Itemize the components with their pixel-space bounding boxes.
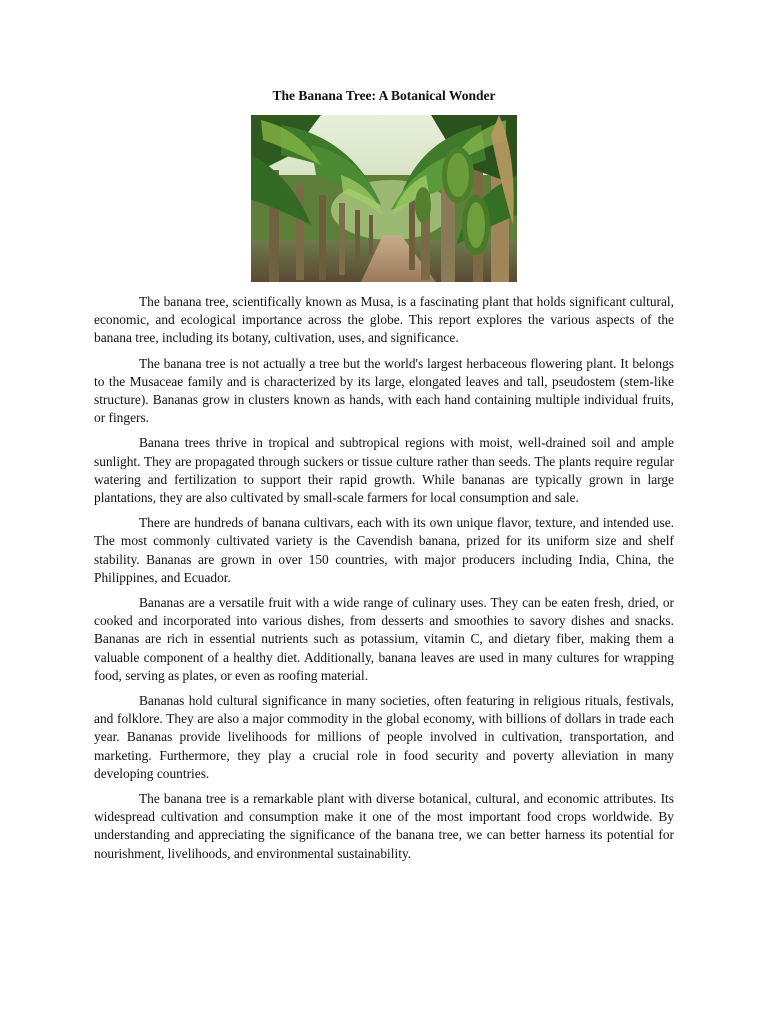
paragraph-cultivation: Banana trees thrive in tropical and subtropical regions with moist, well-drained soil and ample sunlight. They are propagated through suckers or tissue culture rather than seeds. The plants require regular watering and fertilization to support their rapid growth. While bananas are typically grown in large plantations, they are also cultivated by small-scale farmers for local consumption and sale. xyxy=(94,435,674,506)
paragraph-conclusion: The banana tree is a remarkable plant with diverse botanical, cultural, and economic attributes. Its widespread cultivation and consumption make it one of the most important food crops worldwide. By understanding and appreciating the significance of the banana tree, we can better harness its potential for nourishment, livelihoods, and environmental sustainability. xyxy=(94,791,674,861)
report-body xyxy=(94,293,674,870)
banana-plantation-photo xyxy=(251,115,517,282)
paragraph-significance: Bananas hold cultural significance in many societies, often featuring in religious rituals, festivals, and folklore. They are also a major commodity in the global economy, with billions of dollars in trade each year. Bananas provide livelihoods for millions of people involved in cultivation, transportation, and marketing. Furthermore, they play a crucial role in food security and poverty alleviation in many developing countries. xyxy=(94,693,674,781)
paragraph-uses: Bananas are a versatile fruit with a wide range of culinary uses. They can be eaten fresh, dried, or cooked and incorporated into various dishes, from desserts and smoothies to savory dishes and snacks. Bananas are rich in essential nutrients such as potassium, vitamin C, and dietary fiber, making them a valuable component of a healthy diet. Additionally, banana leaves are used in many cultures for wrapping food, serving as plates, or even as roofing material. xyxy=(94,595,674,683)
document-title: The Banana Tree: A Botanical Wonder xyxy=(272,88,496,103)
paragraph-introduction: The banana tree, scientifically known as Musa, is a fascinating plant that holds significant cultural, economic, and ecological importance across the globe. This report explores the various aspects of the banana tree, including its botany, cultivation, uses, and significance. xyxy=(94,294,674,346)
paragraph-botany: The banana tree is not actually a tree but the world's largest herbaceous flowering plant. It belongs to the Musaceae family and is characterized by its large, elongated leaves and tall, pseudostem (stem-like structure). Bananas grow in clusters known as hands, with each hand containing multiple individual fruits, or fingers. xyxy=(94,355,674,426)
paragraph-cultivars: There are hundreds of banana cultivars, each with its own unique flavor, texture, and intended use. The most commonly cultivated variety is the Cavendish banana, prized for its uniform size and shelf stability. Bananas are grown in over 150 countries, with major producers including India, China, the Philippines, and Ecuador. xyxy=(94,515,674,585)
